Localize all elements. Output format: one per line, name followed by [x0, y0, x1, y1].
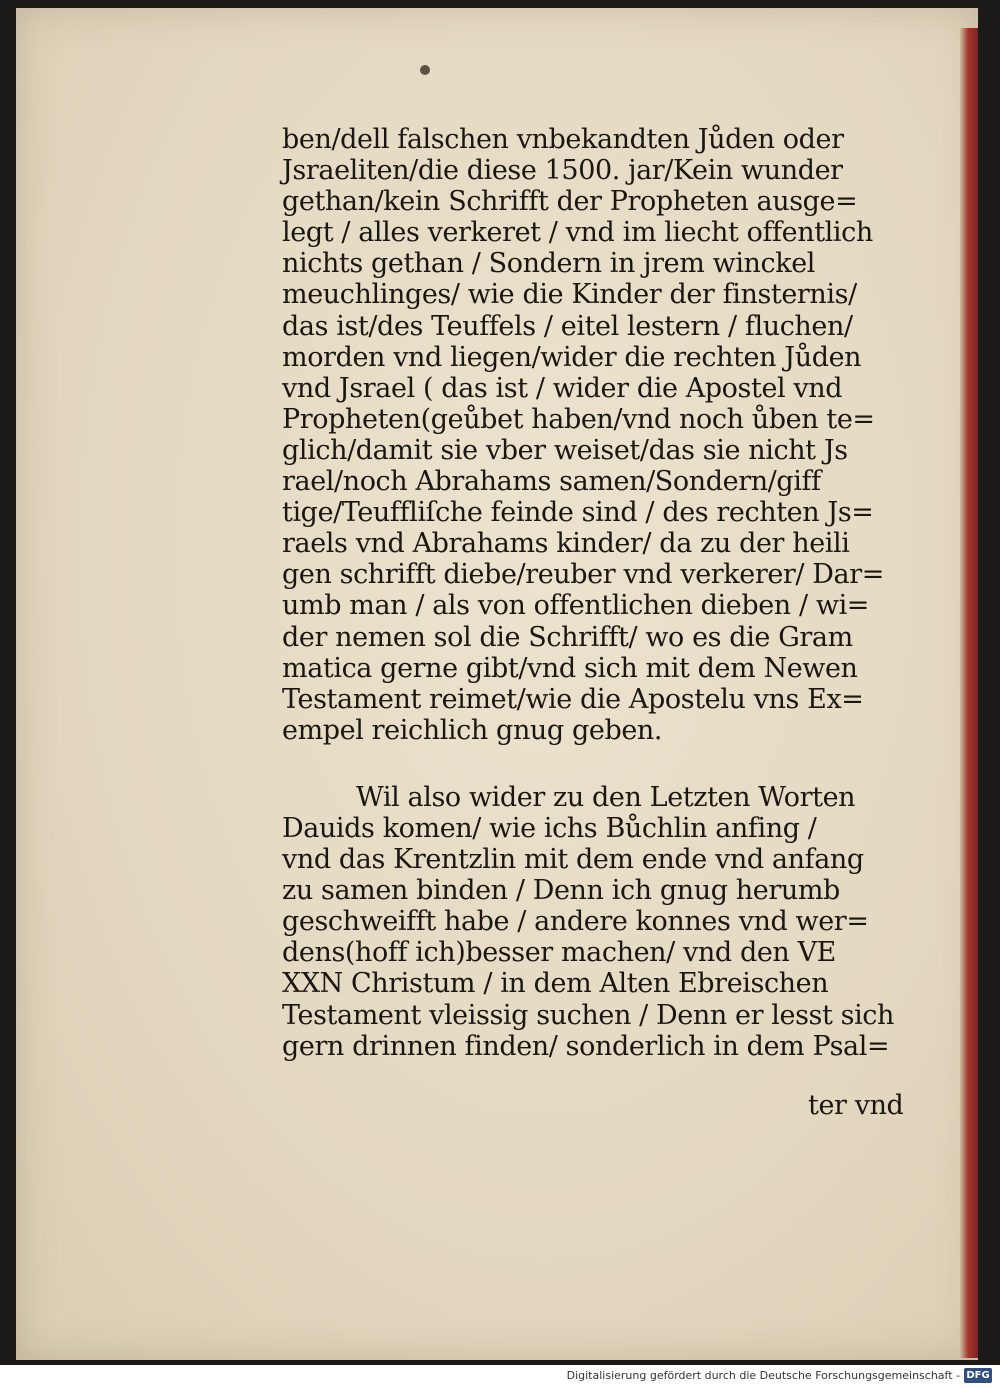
text-line: empel reichlich gnug geben.: [282, 714, 663, 746]
text-line: tige/Teuffliſche feinde sind / des rechten Js=: [282, 497, 874, 529]
text-line: Wil also wider zu den Letzten Worten: [356, 781, 856, 813]
text-line: geschweifft habe / andere konnes vnd wer=: [282, 906, 869, 938]
text-line: Testament vleissig suchen / Denn er lesst sich: [282, 999, 895, 1031]
text-line: rael/noch Abrahams samen/Sondern/giff: [282, 466, 821, 498]
text-line: gen schrifft diebe/reuber vnd verkerer/ Dar=: [282, 559, 884, 591]
text-line: ben/dell falschen vnbekandten Jůden oder: [282, 124, 844, 155]
paragraph-1: [282, 124, 892, 746]
text-line: XXN Christum / in dem Alten Ebreischen: [282, 968, 829, 1000]
text-line: meuchlinges/ wie die Kinder der finsternis/: [282, 279, 857, 311]
text-line: nichts gethan / Sondern in jrem winckel: [282, 248, 816, 280]
text-line: der nemen sol die Schrifft/ wo es die Gram: [282, 621, 853, 653]
text-line: Dauids komen/ wie ichs Bůchlin anfing /: [282, 812, 817, 844]
text-line: gethan/kein Schrifft der Propheten ausge=: [282, 186, 858, 218]
text-line: legt / alles verkeret / vnd im liecht offentlich: [282, 217, 873, 249]
text-line: raels vnd Abrahams kinder/ da zu der heili: [282, 528, 850, 560]
footer-bar: [0, 1365, 1000, 1388]
page-edge: [960, 28, 978, 1358]
text-line: vnd das Krentzlin mit dem ende vnd anfang: [282, 844, 864, 876]
paragraph-2: [282, 781, 895, 1062]
text-line: Propheten(geůbet haben/vnd noch ůben te=: [282, 403, 875, 435]
text-line: vnd Jsrael ( das ist / wider die Apostel vnd: [282, 372, 843, 404]
text-line: gern drinnen finden/ sonderlich in dem Psal=: [282, 1030, 890, 1062]
text-line: zu samen binden / Denn ich gnug herumb: [282, 875, 840, 907]
text-line: matica gerne gibt/vnd sich mit dem Newen: [282, 652, 858, 684]
text-line: das ist/des Teuffels / eitel lestern / fluchen/: [282, 310, 853, 342]
text-line: dens(hoff ich)besser machen/ vnd den VE: [282, 937, 836, 969]
digitization-credit: Digitalisierung gefördert durch die Deutsche Forschungsgemeinschaft -: [566, 1369, 960, 1382]
text-line: morden vnd liegen/wider die rechten Jůden: [282, 341, 862, 373]
text-line: Testament reimet/wie die Apostelu vns Ex=: [282, 683, 864, 715]
dfg-logo: DFG: [964, 1368, 992, 1383]
text-line: umb man / als von offentlichen dieben / wi=: [282, 590, 870, 622]
text-line: Jsraeliten/die diese 1500. jar/Kein wunder: [282, 155, 843, 187]
text-line: glich/damit sie vber weiset/das sie nicht Js: [282, 434, 848, 466]
paragraph-gap: [282, 746, 892, 782]
catchword: ter vnd: [808, 1090, 904, 1121]
page-text: [282, 124, 895, 1062]
ink-blot: [420, 65, 430, 75]
